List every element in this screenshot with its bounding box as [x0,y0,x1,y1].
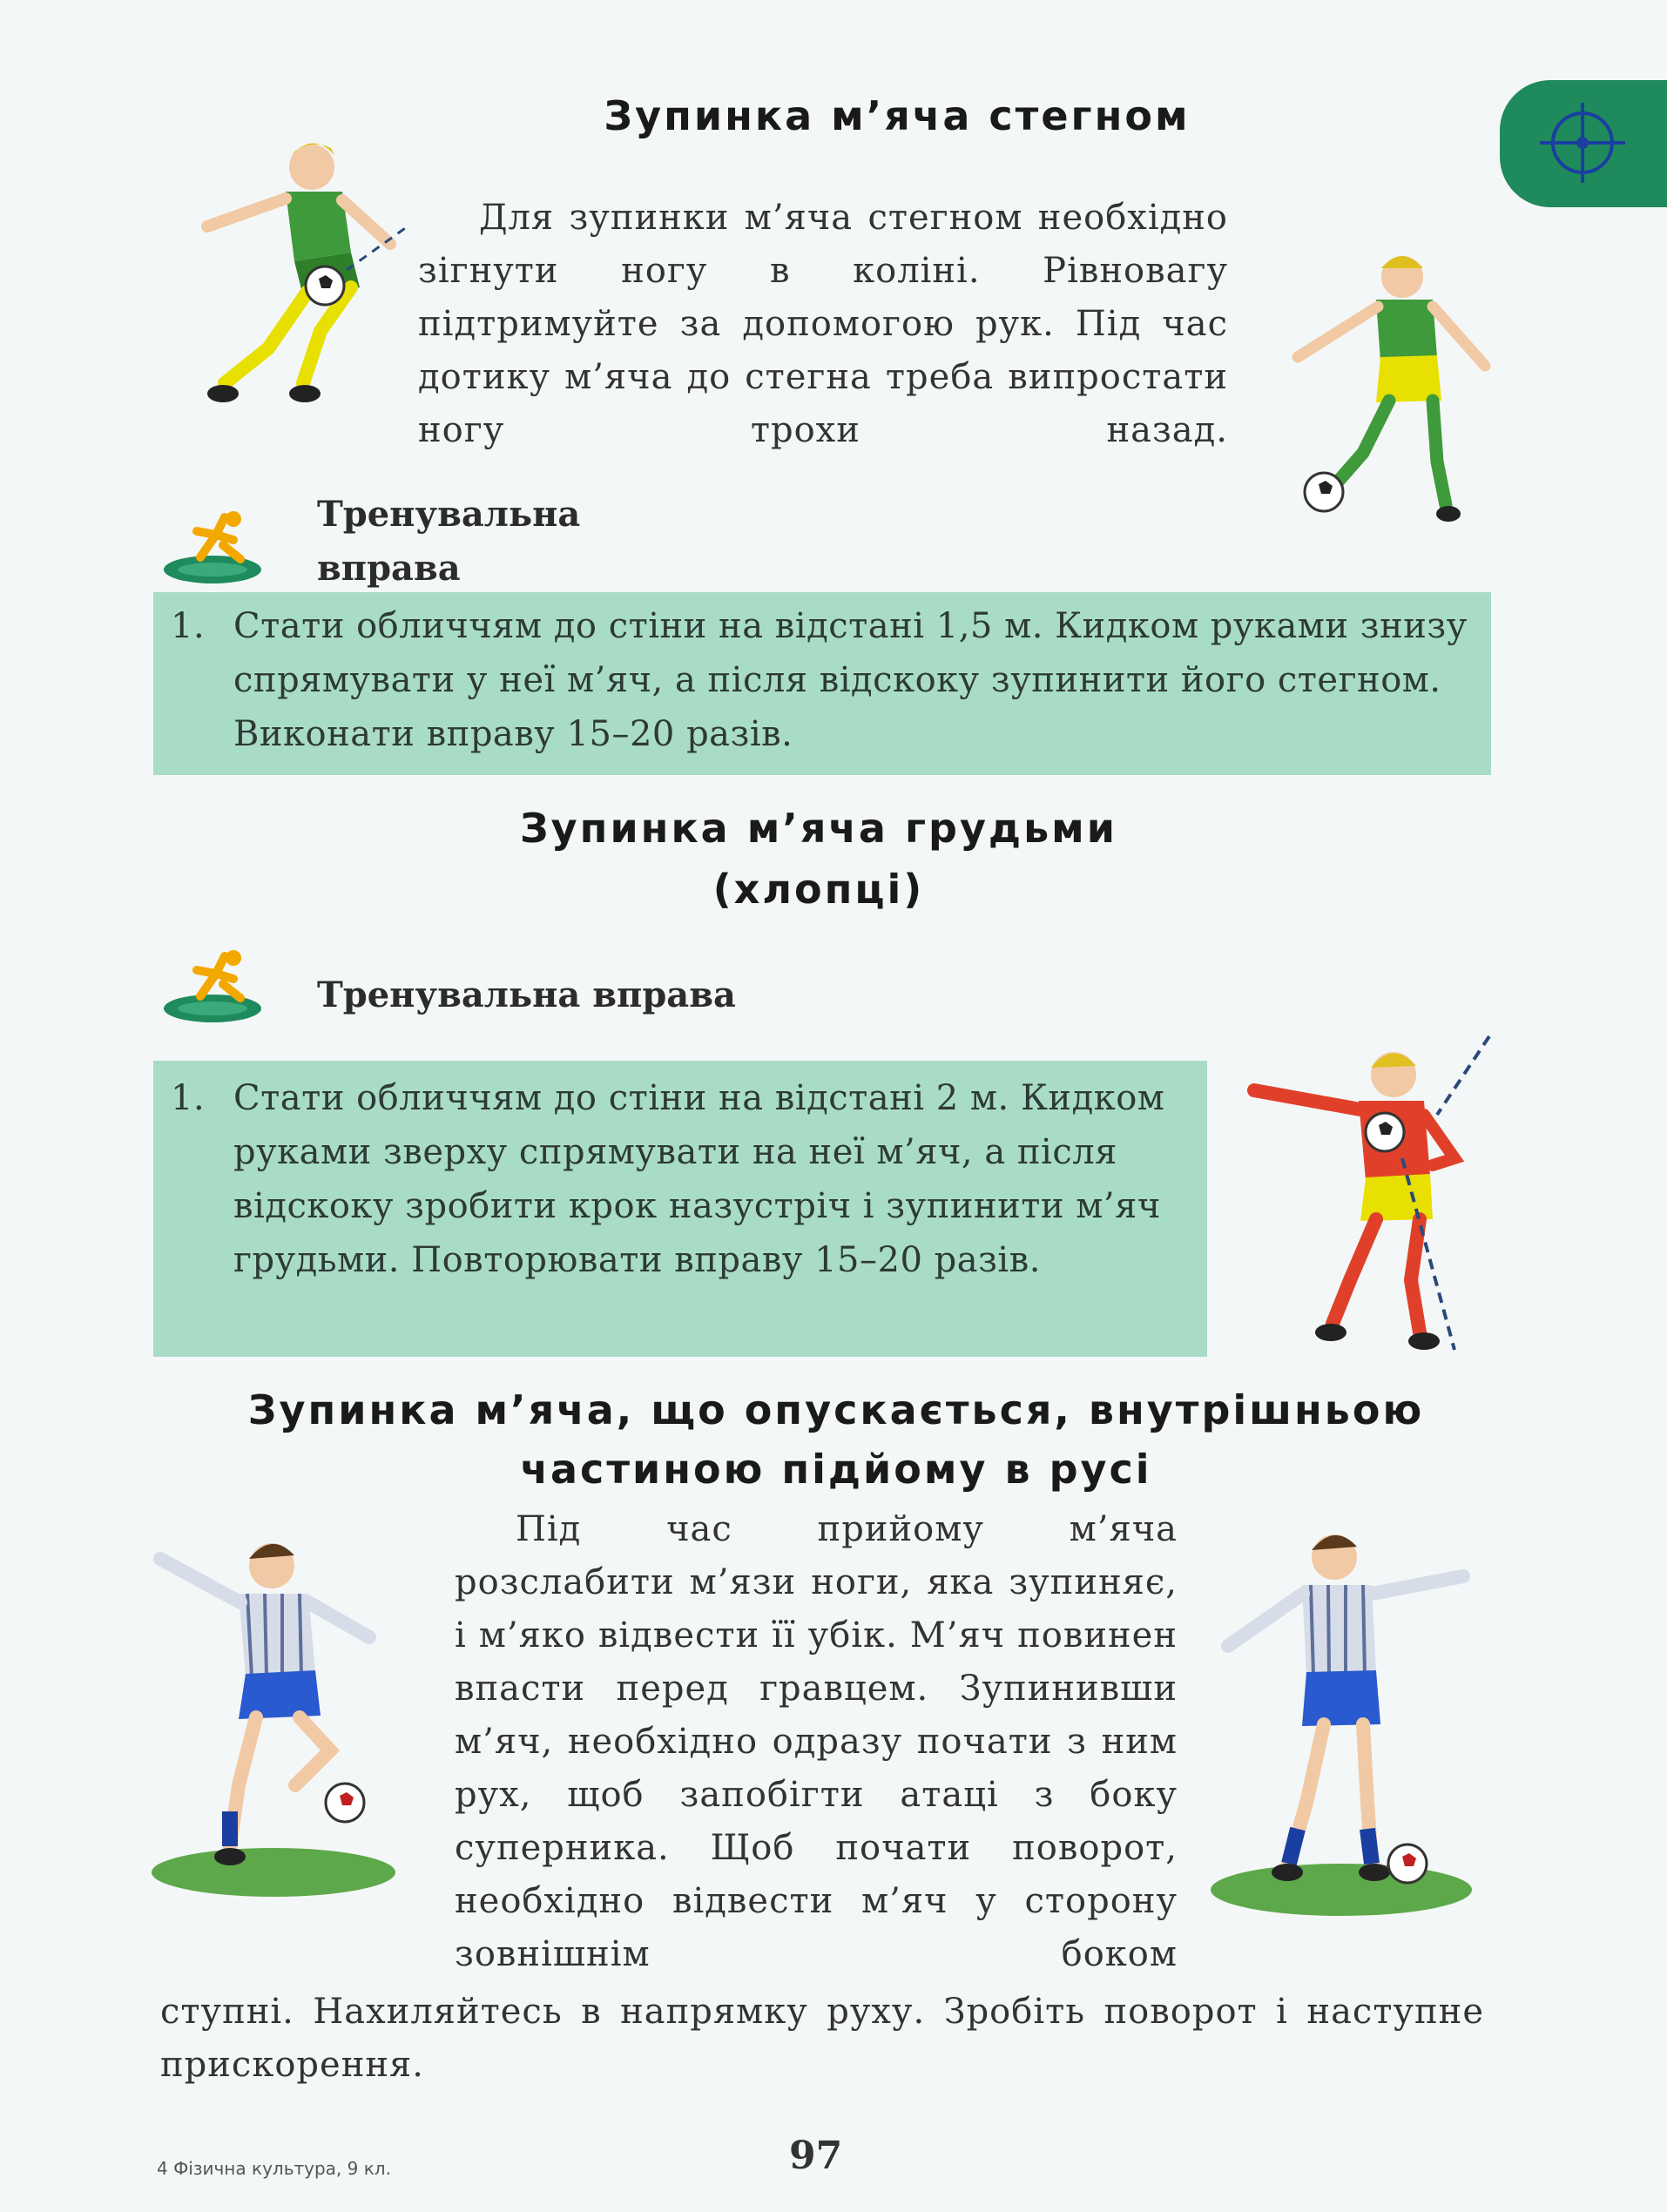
exercise-label-line1: Тренувальна [317,494,581,535]
exercise-number: 1. [171,1078,206,1118]
section-title-thigh: Зупинка м’яча стегном [604,92,1191,139]
runner-icon [162,946,263,1026]
exercise-item [171,1071,1172,1287]
runner-icon [162,507,263,587]
exercise-label-line2: вправа [317,548,461,589]
player-illustration [172,122,425,418]
chapter-tab [1500,80,1667,207]
exercise-item [171,599,1477,761]
target-icon [1535,99,1630,186]
section1-text: Для зупинки м’яча стегном необхідно зігнути ногу в коліні. Рівновагу підтримуйте за допомогою рук. Під час дотику м’яча до стегна треба випростати ногу трохи назад. [418,198,1228,450]
section3-text: Під час прийому м’яча розслабити м’язи ноги, яка зупиняє, і м’яко відвести її убік. М’яч повинен впасти перед гравцем. Зупинивши м’яч, необхідно одразу почати з ним рух, щоб запобігти атаці з боку суперника. Щоб почати поворот, необхідно відвести м’яч у сторону зовнішнім боком [455,1509,1178,1974]
exercise-text: Стати обличчям до стіни на відстані 2 м. Кидком руками зверху спрямувати на неї м’яч, а після відскоку зробити крок назустріч і зупинити м’яч грудьми. Повторювати вправу 15–20 разів. [233,1078,1165,1280]
player-illustration [1202,1515,1481,1925]
player-illustration [1237,1036,1498,1367]
section-title-instep-line2: частиною підйому в русі [520,1446,1152,1493]
exercise-label: Тренувальна вправа [317,974,736,1015]
player-illustration [1280,244,1498,531]
page-number: 97 [789,2134,843,2178]
footer-note: 4 Фізична культура, 9 кл. [157,2158,391,2179]
section-title-instep: Зупинка м’яча, що опускається, внутрішньою [247,1386,1425,1433]
exercise-number: 1. [171,606,206,646]
section-title-chest: Зупинка м’яча грудьми [520,805,1117,852]
section-subtitle-boys: (хлопці) [712,866,925,913]
exercise-text: Стати обличчям до стіни на відстані 1,5 м. Кидком руками знизу спрямувати у неї м’яч, а після відскоку зупинити його стегном. Виконати вправу 15–20 разів. [233,606,1468,754]
player-illustration [143,1524,395,1898]
section3-text-continued: ступні. Нахиляйтесь в напрямку руху. Зробіть поворот і наступне прискорення. [160,1992,1484,2085]
